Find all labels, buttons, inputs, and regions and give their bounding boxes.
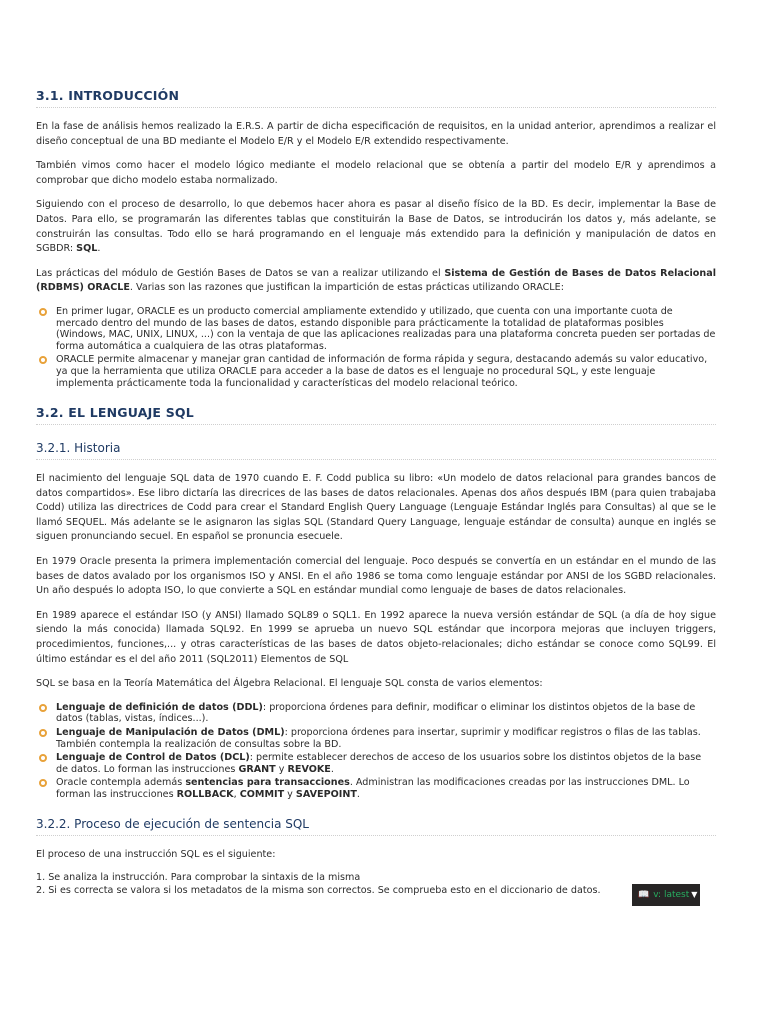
subsection-title-historia: 3.2.1. Historia [36,441,716,460]
section-title-introduccion: 3.1. INTRODUCCIÓN [36,88,716,108]
version-selector-button[interactable] [632,884,700,906]
list-item-transacciones: Oracle contempla además sentencias para transacciones. Administran las modificaciones creadas por las instrucciones DML. Lo forman las instrucciones ROLLBACK, COMMIT y SAVEPOINT. [56,777,716,800]
oracle-reasons-list [36,306,716,389]
book-icon: 📖 [638,890,650,900]
document-content [36,88,716,897]
historia-paragraph-4: SQL se basa en la Teoría Matemática del Álgebra Relacional. El lenguaje SQL consta de varios elementos: [36,678,543,690]
intro-paragraph-3: Siguiendo con el proceso de desarrollo, lo que debemos hacer ahora es pasar al diseño físico de la BD. Es decir, implementar la Base de Datos. Para ello, se programarán las diferentes tablas que constituirán la Base de Datos, se introducirán los datos y, más adelante, se construirán las consultas. Todo ello se hará programando en el lenguaje más extendido para la definición y manipulación de datos en SGBDR: SQL. [36,199,716,255]
sql-elements-list [36,702,716,801]
list-item: ORACLE permite almacenar y manejar gran cantidad de información de forma rápida y segura, destacando además su valor educativo, ya que la herramienta que utiliza ORACLE para acceder a la base de datos es el lenguaje no procedural SQL, y este lenguaje implementa prácticamente toda la funcionalidad y características del modelo relacional teórico. [56,354,716,389]
list-item-ddl: Lenguaje de definición de datos (DDL): proporciona órdenes para definir, modificar o eliminar los distintos objetos de la base de datos (tablas, vistas, índices...). [56,702,716,725]
list-item: 2. Si es correcta se valora si los metadatos de la misma son correctos. Se comprueba esto en el diccionario de datos. [36,884,601,896]
proceso-steps-list [36,872,716,897]
section-title-lenguaje-sql: 3.2. EL LENGUAJE SQL [36,405,716,425]
subsection-title-proceso-ejecucion: 3.2.2. Proceso de ejecución de sentencia SQL [36,817,716,836]
list-item-dcl: Lenguaje de Control de Datos (DCL): permite establecer derechos de acceso de los usuarios sobre los distintos objetos de la base de datos. Lo forman las instrucciones GRANT y REVOKE. [56,752,716,775]
historia-paragraph-3: En 1989 aparece el estándar ISO (y ANSI) llamado SQL89 o SQL1. En 1992 aparece la nueva versión estándar de SQL (a día de hoy sigue siendo la más conocida) llamada SQL92. En 1999 se aprueba un nuevo SQL estándar que incorpora mejoras que incluyen triggers, procedimientos, funciones,... y otras características de las bases de datos objeto-relacionales; dicho estándar se conoce como SQL99. El último estándar es el del año 2011 (SQL2011) Elementos de SQL [36,609,716,665]
version-label: v: latest [653,890,690,900]
intro-paragraph-2: También vimos como hacer el modelo lógico mediante el modelo relacional que se obtenía a partir del modelo E/R y aprendimos a comprobar que dicho modelo estaba normalizado. [36,160,716,186]
list-item: En primer lugar, ORACLE es un producto comercial ampliamente extendido y utilizado, que cuenta con una importante cuota de mercado dentro del mundo de las bases de datos, estando disponible para prácticamente la totalidad de plataformas posibles (Windows, MAC, UNIX, LINUX, ...) con la ventaja de que las aplicaciones realizadas para una plataforma concreta pueden ser portadas de forma automática a cualquiera de las otras plataformas. [56,305,716,352]
caret-down-icon: ▼ [691,890,698,899]
proceso-paragraph-1: El proceso de una instrucción SQL es el siguiente: [36,848,276,860]
intro-paragraph-1: En la fase de análisis hemos realizado la E.R.S. A partir de dicha especificación de requisitos, en la unidad anterior, aprendimos a realizar el diseño conceptual de una BD mediante el Modelo E/R y el Modelo E/R extendido respectivamente. [36,121,716,147]
historia-paragraph-2: En 1979 Oracle presenta la primera implementación comercial del lenguaje. Poco después se convertía en un estándar en el mundo de las bases de datos avalado por los organismos ISO y ANSI. En el año 1986 se toma como lenguaje estándar por ANSI de los SGBD relacionales. Un año después lo adopta ISO, lo que convierte a SQL en estándar mundial como lenguaje de bases de datos relacionales. [36,556,716,597]
intro-paragraph-4: Las prácticas del módulo de Gestión Bases de Datos se van a realizar utilizando el Sistema de Gestión de Bases de Datos Relacional (RDBMS) ORACLE. Varias son las razones que justifican la impartición de estas prácticas utilizando ORACLE: [36,267,716,294]
historia-paragraph-1: El nacimiento del lenguaje SQL data de 1970 cuando E. F. Codd publica su libro: «Un modelo de datos relacional para grandes bancos de datos compartidos». Ese libro dictaría las direcrices de las bases de datos relacionales. Apenas dos años después IBM (para quien trabajaba Codd) utiliza las directrices de Codd para crear el Standard English Query Language (Lenguaje Estándar Inglés para Consultas) al que se le llamó SEQUEL. Más adelante se le asignaron las siglas SQL (Standard Query Language, lenguaje estándar de consulta) aunque en inglés se siguen pronunciando secuel. En español se pronuncia esecuele. [36,473,716,543]
list-item-dml: Lenguaje de Manipulación de Datos (DML): proporciona órdenes para insertar, suprimir y modificar registros o filas de las tablas. También contempla la realización de consultas sobre la BD. [56,727,716,750]
list-item: 1. Se analiza la instrucción. Para comprobar la sintaxis de la misma [36,872,361,884]
